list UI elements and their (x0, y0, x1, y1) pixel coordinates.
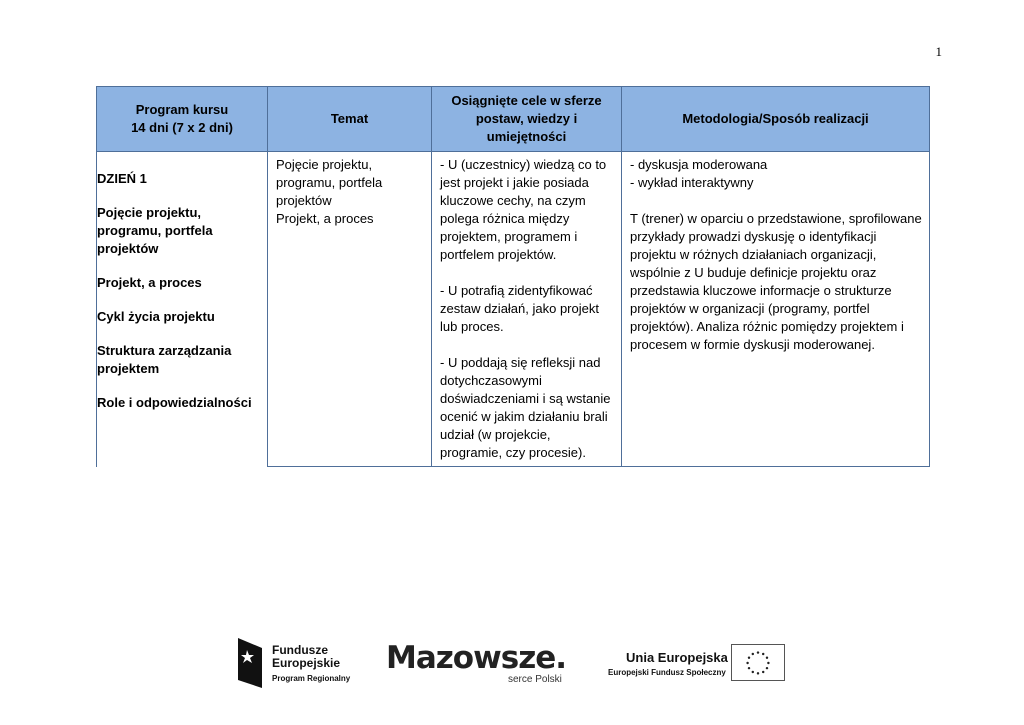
day-label: DZIEŃ 1 (97, 171, 147, 186)
goal-paragraph: - U poddają się refleksji nad dotychczasowymi doświadczeniami i są wstanie ocenić w jakim działaniu brali udział (w projekcie, programie, czy procesie). (440, 355, 611, 460)
header-program-line1: Program kursu (135, 102, 229, 117)
fe-title-line1: Fundusze (272, 643, 328, 657)
topic-line: projektów (276, 193, 332, 208)
header-method: Metodologia/Sposób realizacji (622, 87, 930, 152)
footer-logos (236, 636, 796, 690)
day-item: Projekt, a proces (97, 275, 202, 290)
method-line: - wykład interaktywny (630, 175, 754, 190)
method-cell (622, 152, 930, 467)
fe-title (272, 644, 340, 670)
course-table (96, 86, 930, 467)
method-list (630, 156, 923, 192)
topic-line: programu, portfela (276, 175, 383, 190)
day-item: Cykl życia projektu (97, 309, 215, 324)
topic-cell (268, 152, 432, 467)
day-item: Role i odpowiedzialności (97, 395, 252, 410)
eu-subtitle: Europejski Fundusz Społeczny (608, 668, 726, 677)
day-item: Struktura zarządzania projektem (97, 343, 232, 376)
mazowsze-wordmark: Mazowsze. (386, 640, 567, 676)
fundusze-europejskie-logo (236, 638, 356, 688)
header-program (97, 87, 268, 152)
header-goals (432, 87, 622, 152)
topic-line: Projekt, a proces (276, 211, 374, 226)
eu-flag-icon (731, 644, 785, 681)
header-row (97, 87, 930, 152)
goals-cell (432, 152, 622, 467)
topic-line: Pojęcie projektu, (276, 157, 373, 172)
goal-paragraph: - U potrafią zidentyfikować zestaw działań, jako projekt lub proces. (440, 283, 599, 334)
mazowsze-tagline: serce Polski (508, 674, 562, 685)
mazowsze-logo (386, 640, 576, 688)
day-cell (97, 152, 268, 467)
table-row (97, 152, 930, 467)
method-paragraph: T (trener) w oparciu o przedstawione, sprofilowane przykłady prowadzi dyskusję o identyfikacji projektu w różnych działaniach organizacji, wspólnie z U buduje definicje projektu oraz przedstawia kluczowe informacje o strukturze projektów w organizacji (programy, portfel projektów). Analiza różnic pomiędzy projektem i procesem w formie dyskusji moderowanej. (630, 211, 922, 352)
header-goals-line2: postaw, wiedzy i umiejętności (475, 111, 578, 144)
header-topic: Temat (268, 87, 432, 152)
fe-title-line2: Europejskie (272, 656, 341, 670)
fe-subtitle: Program Regionalny (272, 674, 351, 683)
goal-paragraph: - U (uczestnicy) wiedzą co to jest projekt i jakie posiada kluczowe cechy, na czym polega różnica między projektem, programem i portfelem projektów. (440, 157, 607, 262)
eu-title: Unia Europejska (626, 650, 728, 665)
header-goals-line1: Osiągnięte cele w sferze (451, 93, 602, 108)
fe-star-icon (236, 638, 262, 688)
page-number: 1 (935, 44, 942, 59)
eu-logo (606, 644, 796, 688)
header-program-line2: 14 dni (7 x 2 dni) (131, 120, 233, 135)
method-line: - dyskusja moderowana (630, 157, 768, 172)
day-item: Pojęcie projektu, programu, portfela projektów (97, 205, 213, 256)
